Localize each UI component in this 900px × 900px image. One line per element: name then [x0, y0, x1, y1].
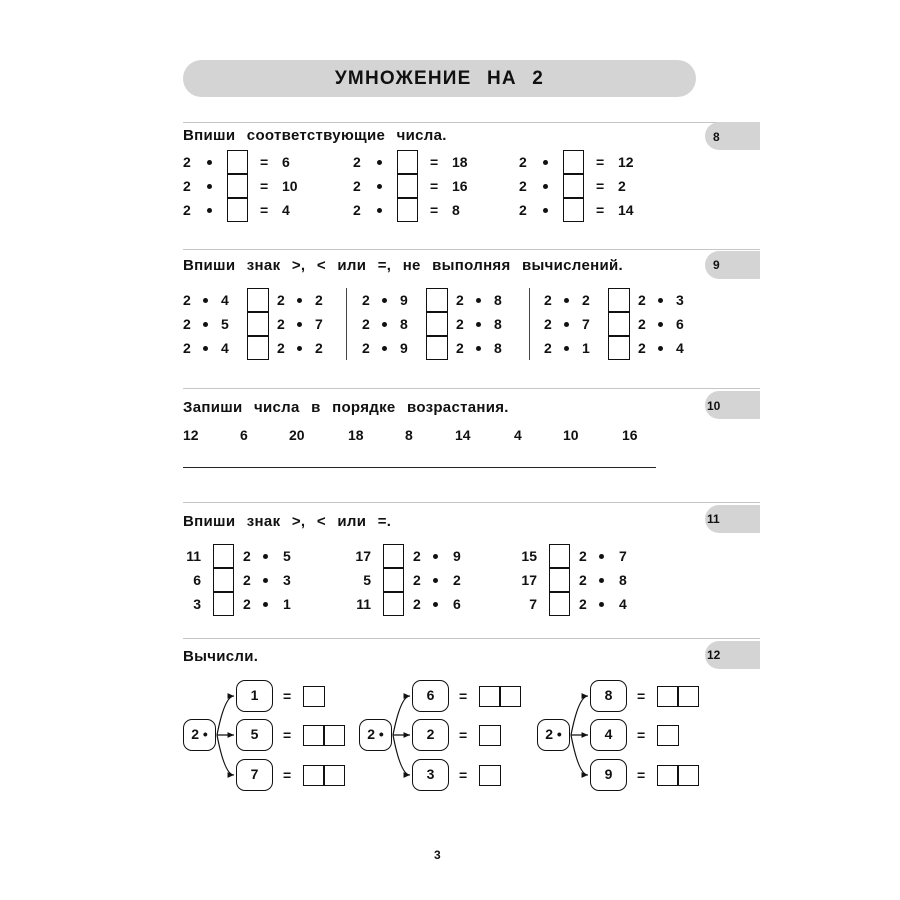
text: = — [459, 767, 468, 783]
cell-divider — [323, 766, 325, 785]
text: 2 — [544, 340, 552, 356]
text: 2 — [638, 292, 646, 308]
text: 15 — [521, 548, 537, 564]
task-number: 12 — [707, 648, 721, 662]
text: 10 — [282, 178, 298, 194]
target-oval: 1 — [236, 680, 273, 712]
text: 2 — [315, 340, 323, 356]
text: 2 — [453, 572, 461, 588]
text: 7 — [619, 548, 627, 564]
answer-box-single[interactable] — [657, 725, 679, 746]
text: 2 — [413, 572, 421, 588]
text: 6 — [193, 572, 201, 588]
answer-box-double[interactable] — [479, 686, 521, 707]
text: 2 — [456, 316, 464, 332]
text: 2 — [638, 340, 646, 356]
answer-box-single[interactable] — [479, 725, 501, 746]
text: 2 — [456, 292, 464, 308]
cell-divider — [677, 687, 679, 706]
target-oval: 8 — [590, 680, 627, 712]
text: 7 — [315, 316, 323, 332]
text: = — [283, 767, 292, 783]
text: 2 — [362, 316, 370, 332]
text: 6 — [453, 596, 461, 612]
text: 2 — [519, 202, 527, 218]
text: 6 — [282, 154, 290, 170]
page-title: УМНОЖЕНИЕ НА 2 — [334, 68, 545, 89]
text: 8 — [619, 572, 627, 588]
text: 9 — [400, 292, 408, 308]
text: 8 — [494, 316, 502, 332]
task-title: Впиши знак >, < или =. — [183, 513, 392, 530]
answer-box-double[interactable] — [657, 765, 699, 786]
text: 2 — [519, 178, 527, 194]
text: 9 — [453, 548, 461, 564]
sequence-number: 6 — [240, 427, 248, 443]
arrow — [571, 696, 588, 735]
text: 2 — [353, 202, 361, 218]
text: 8 — [452, 202, 460, 218]
text: = — [596, 202, 605, 218]
text: 17 — [355, 548, 371, 564]
task-title: Запиши числа в порядке возрастания. — [183, 399, 509, 416]
text: = — [430, 202, 439, 218]
text: 2 — [413, 596, 421, 612]
target-oval: 7 — [236, 759, 273, 791]
sequence-number: 14 — [455, 427, 471, 443]
text: 2 — [544, 292, 552, 308]
sequence-number: 10 — [563, 427, 579, 443]
text: 2 — [315, 292, 323, 308]
text: 2 — [243, 548, 251, 564]
text: 4 — [619, 596, 627, 612]
target-oval: 4 — [590, 719, 627, 751]
text: 3 — [676, 292, 684, 308]
text: 2 — [456, 340, 464, 356]
text: 7 — [582, 316, 590, 332]
text: 4 — [282, 202, 290, 218]
text: 2 — [277, 316, 285, 332]
text: 2 — [544, 316, 552, 332]
text: 2 — [618, 178, 626, 194]
target-oval: 3 — [412, 759, 449, 791]
text: 2 — [579, 548, 587, 564]
text: 2 — [183, 178, 191, 194]
arrow — [217, 735, 234, 775]
answer-box-single[interactable] — [303, 686, 325, 707]
text: = — [637, 767, 646, 783]
text: 5 — [283, 548, 291, 564]
text: 2 — [183, 202, 191, 218]
text: 6 — [676, 316, 684, 332]
text: 3 — [193, 596, 201, 612]
text: 1 — [283, 596, 291, 612]
text: = — [260, 154, 269, 170]
text: 11 — [186, 548, 201, 564]
target-oval: 9 — [590, 759, 627, 791]
text: = — [283, 727, 292, 743]
task-title: Вычисли. — [183, 648, 259, 665]
text: 2 — [579, 596, 587, 612]
cell-divider — [499, 687, 501, 706]
sequence-number: 16 — [622, 427, 638, 443]
text: 2 — [362, 340, 370, 356]
text: = — [260, 178, 269, 194]
text: = — [430, 154, 439, 170]
text: = — [637, 727, 646, 743]
text: 2 — [519, 154, 527, 170]
text: 16 — [452, 178, 468, 194]
text: 2 — [183, 340, 191, 356]
text: 2 — [183, 316, 191, 332]
answer-box-double[interactable] — [303, 725, 345, 746]
text: 2 — [243, 572, 251, 588]
source-oval: 2 • — [537, 719, 570, 751]
task-title: Впиши знак >, < или =, не выполняя вычислений. — [183, 257, 623, 274]
sequence-number: 4 — [514, 427, 522, 443]
text: = — [430, 178, 439, 194]
text: 8 — [400, 316, 408, 332]
sequence-number: 18 — [348, 427, 364, 443]
arrow — [393, 696, 410, 735]
text: = — [459, 688, 468, 704]
text: 2 — [582, 292, 590, 308]
sequence-number: 12 — [183, 427, 199, 443]
text: 17 — [521, 572, 537, 588]
task-number: 8 — [713, 130, 720, 144]
text: 2 — [638, 316, 646, 332]
source-oval: 2 • — [359, 719, 392, 751]
text: 4 — [221, 292, 229, 308]
text: 2 — [243, 596, 251, 612]
sequence-number: 20 — [289, 427, 305, 443]
text: = — [596, 154, 605, 170]
text: 2 — [183, 154, 191, 170]
text: 11 — [356, 596, 371, 612]
task-number: 10 — [707, 399, 721, 413]
text: 3 — [283, 572, 291, 588]
text: 2 — [362, 292, 370, 308]
text: 2 — [277, 292, 285, 308]
text: 14 — [618, 202, 634, 218]
source-oval: 2 • — [183, 719, 216, 751]
arrow — [571, 735, 588, 775]
arrow — [393, 735, 410, 775]
text: 4 — [221, 340, 229, 356]
answer-box-double[interactable] — [303, 765, 345, 786]
target-oval: 6 — [412, 680, 449, 712]
arrow — [217, 696, 234, 735]
text: 12 — [618, 154, 634, 170]
target-oval: 5 — [236, 719, 273, 751]
text: = — [260, 202, 269, 218]
cell-divider — [677, 766, 679, 785]
text: = — [459, 727, 468, 743]
cell-divider — [323, 726, 325, 745]
sequence-number: 8 — [405, 427, 413, 443]
text: = — [637, 688, 646, 704]
text: 1 — [582, 340, 590, 356]
text: = — [596, 178, 605, 194]
text: 2 — [579, 572, 587, 588]
target-oval: 2 — [412, 719, 449, 751]
text: 8 — [494, 340, 502, 356]
task-title: Впиши соответствующие числа. — [183, 127, 447, 144]
text: 2 — [277, 340, 285, 356]
page-number: 3 — [434, 848, 441, 862]
text: = — [283, 688, 292, 704]
text: 7 — [529, 596, 537, 612]
text: 9 — [400, 340, 408, 356]
text: 18 — [452, 154, 468, 170]
text: 5 — [363, 572, 371, 588]
text: 2 — [353, 178, 361, 194]
text: 4 — [676, 340, 684, 356]
text: 2 — [353, 154, 361, 170]
answer-box-double[interactable] — [657, 686, 699, 707]
task-number: 11 — [707, 512, 720, 526]
text: 2 — [183, 292, 191, 308]
answer-box-single[interactable] — [479, 765, 501, 786]
text: 5 — [221, 316, 229, 332]
task-number: 9 — [713, 258, 720, 272]
text: 2 — [413, 548, 421, 564]
text: 8 — [494, 292, 502, 308]
